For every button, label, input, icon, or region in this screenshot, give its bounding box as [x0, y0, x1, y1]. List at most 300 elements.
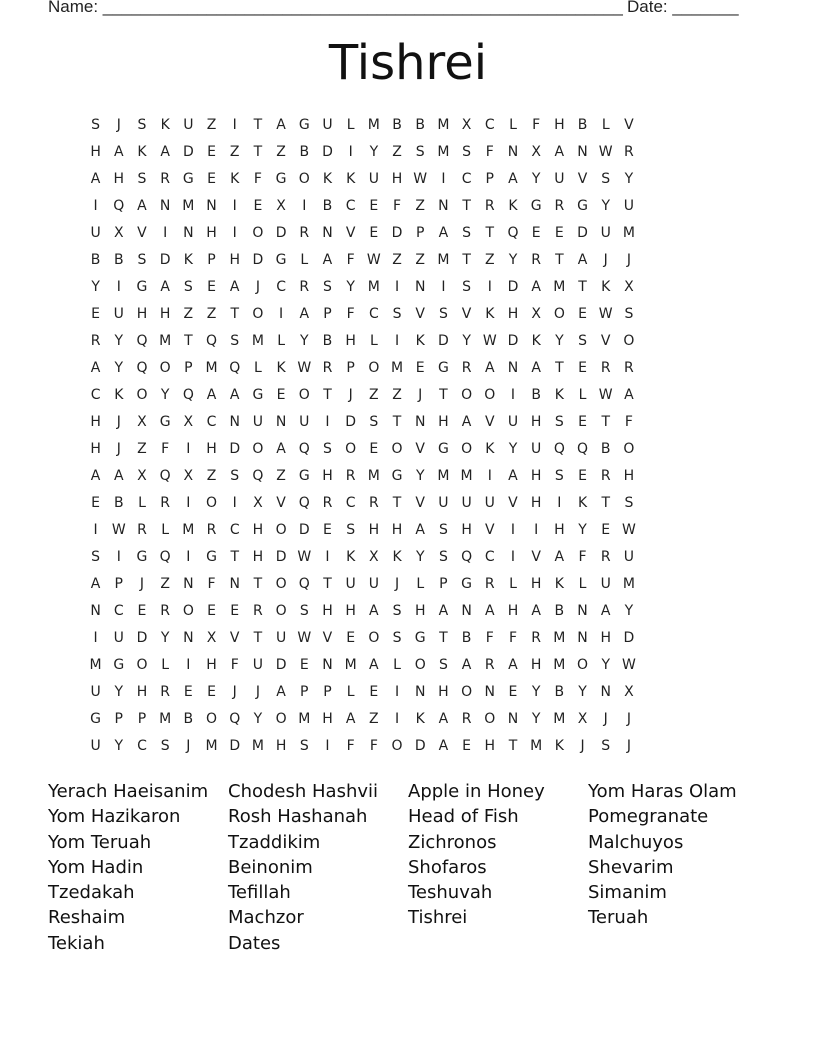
grid-letter: S [323, 279, 332, 295]
word-column [588, 779, 768, 956]
grid-letter: N [90, 603, 101, 619]
grid-letter: S [554, 414, 564, 430]
grid-row [84, 598, 641, 625]
grid-letter: Z [369, 711, 379, 727]
grid-letter: A [369, 603, 379, 619]
grid-letter: T [323, 387, 332, 403]
grid-letter: F [346, 306, 355, 322]
grid-row [84, 139, 641, 166]
grid-letter: F [624, 414, 633, 430]
grid-letter: I [302, 198, 307, 214]
grid-letter: M [89, 657, 102, 673]
grid-letter: B [531, 387, 541, 403]
word-list-item: Tzaddikim [228, 831, 321, 853]
grid-letter: P [114, 576, 123, 592]
grid-letter: O [159, 360, 171, 376]
grid-letter: R [531, 252, 542, 268]
grid-letter: O [623, 441, 635, 457]
word-list-item: Beinonim [228, 856, 313, 878]
grid-letter: P [114, 711, 123, 727]
grid-letter: Y [624, 603, 634, 619]
grid-row [84, 409, 641, 436]
grid-letter: S [160, 738, 170, 754]
grid-letter: H [484, 738, 496, 754]
grid-letter: W [598, 144, 613, 160]
grid-letter: R [484, 198, 495, 214]
grid-letter: P [485, 171, 494, 187]
grid-letter: K [508, 198, 518, 214]
grid-letter: F [532, 117, 541, 133]
grid-row [84, 679, 641, 706]
grid-letter: V [600, 333, 611, 349]
grid-letter: L [509, 117, 517, 133]
grid-letter: C [137, 738, 147, 754]
grid-letter: S [624, 495, 634, 511]
grid-letter: E [578, 468, 587, 484]
grid-letter: I [510, 522, 516, 538]
grid-letter: B [113, 252, 124, 268]
grid-letter: I [557, 495, 562, 511]
grid-letter: E [276, 387, 286, 403]
grid-letter: E [91, 495, 101, 511]
grid-letter: U [322, 117, 333, 133]
grid-letter: U [90, 684, 101, 700]
grid-letter: S [299, 603, 309, 619]
grid-letter: A [113, 468, 124, 484]
grid-letter: M [159, 333, 172, 349]
grid-letter: O [484, 387, 496, 403]
word-list-item: Tekiah [48, 932, 105, 954]
grid-letter: M [553, 657, 566, 673]
grid-letter: I [441, 171, 446, 187]
grid-letter: X [137, 414, 147, 430]
grid-letter: O [484, 711, 496, 727]
grid-letter: R [624, 144, 634, 160]
grid-letter: J [580, 738, 585, 754]
grid-letter: S [346, 522, 356, 538]
grid-letter: U [600, 576, 611, 592]
grid-letter: N [600, 684, 611, 700]
grid-letter: V [415, 306, 425, 322]
grid-letter: N [507, 360, 519, 376]
grid-letter: I [487, 468, 492, 484]
grid-letter: B [554, 603, 565, 619]
grid-letter: G [275, 252, 287, 268]
grid-letter: G [414, 630, 426, 646]
grid-letter: E [253, 198, 263, 214]
grid-letter: H [90, 414, 101, 430]
grid-letter: J [418, 387, 423, 403]
grid-letter: Y [531, 171, 541, 187]
grid-letter: W [598, 387, 613, 403]
grid-letter: H [90, 441, 101, 457]
grid-letter: L [277, 333, 285, 349]
grid-letter: H [252, 549, 264, 565]
grid-letter: I [163, 225, 168, 241]
grid-letter: E [369, 198, 379, 214]
grid-letter: Y [114, 333, 124, 349]
grid-letter: A [461, 414, 472, 430]
grid-letter: X [577, 711, 588, 727]
grid-letter: G [461, 576, 473, 592]
grid-letter: O [182, 603, 194, 619]
grid-letter: Z [137, 441, 147, 457]
grid-letter: A [206, 387, 217, 403]
grid-letter: Z [229, 144, 240, 160]
grid-letter: P [323, 684, 332, 700]
grid-letter: V [508, 495, 518, 511]
word-list-item: Zichronos [408, 831, 497, 853]
grid-letter: J [116, 117, 121, 133]
grid-letter: V [461, 306, 472, 322]
grid-letter: S [230, 468, 240, 484]
grid-letter: O [136, 657, 148, 673]
grid-letter: S [137, 117, 147, 133]
grid-letter: H [391, 171, 403, 187]
word-list-item: Apple in Honey [408, 781, 545, 802]
word-list-item: Teshuvah [408, 882, 493, 904]
grid-row [84, 355, 641, 382]
grid-letter: L [161, 522, 170, 538]
grid-letter: Y [601, 198, 610, 214]
grid-letter: S [392, 603, 402, 619]
grid-letter: L [254, 360, 262, 376]
grid-letter: N [159, 198, 171, 214]
grid-letter: V [484, 414, 495, 430]
grid-letter: N [414, 684, 426, 700]
grid-letter: S [438, 522, 448, 538]
grid-row [84, 490, 641, 517]
grid-letter: D [623, 630, 635, 646]
grid-letter: U [368, 576, 379, 592]
grid-letter: K [554, 387, 564, 403]
grid-letter: X [531, 144, 541, 160]
grid-letter: J [603, 711, 608, 727]
grid-letter: C [484, 549, 495, 565]
grid-letter: R [484, 657, 495, 673]
grid-letter: X [137, 468, 147, 484]
grid-letter: A [624, 387, 634, 403]
grid-letter: B [554, 684, 565, 700]
grid-row [84, 220, 641, 247]
grid-letter: S [601, 171, 611, 187]
grid-letter: R [368, 495, 379, 511]
grid-letter: Y [114, 684, 124, 700]
grid-letter: Y [253, 711, 263, 727]
grid-letter: G [577, 198, 588, 214]
grid-letter: M [437, 144, 450, 160]
grid-letter: R [624, 360, 634, 376]
grid-letter: Q [461, 549, 473, 565]
grid-letter: A [438, 738, 449, 754]
grid-letter: U [90, 225, 101, 241]
grid-row [84, 733, 641, 760]
grid-letter: G [136, 279, 148, 295]
grid-letter: S [392, 630, 402, 646]
grid-letter: S [438, 549, 448, 565]
grid-letter: I [186, 657, 191, 673]
grid-letter: N [183, 630, 194, 646]
grid-letter: W [297, 549, 312, 565]
grid-letter: A [276, 441, 286, 457]
grid-letter: A [90, 360, 101, 376]
grid-letter: V [229, 630, 240, 646]
grid-letter: T [184, 333, 193, 349]
grid-letter: Y [508, 252, 518, 268]
grid-letter: S [299, 738, 309, 754]
grid-letter: E [207, 144, 216, 160]
grid-letter: H [322, 603, 333, 619]
grid-letter: C [461, 171, 472, 187]
grid-letter: K [577, 495, 588, 511]
grid-letter: A [531, 360, 541, 376]
grid-letter: E [531, 225, 541, 241]
grid-letter: Y [462, 333, 471, 349]
grid-letter: W [111, 522, 126, 538]
grid-letter: T [508, 738, 518, 754]
grid-letter: H [507, 603, 519, 619]
grid-letter: H [345, 603, 356, 619]
grid-letter: L [346, 684, 355, 700]
grid-letter: E [462, 738, 472, 754]
grid-letter: O [298, 171, 310, 187]
grid-letter: K [230, 171, 240, 187]
grid-letter: X [624, 684, 634, 700]
grid-letter: A [577, 252, 588, 268]
grid-letter: S [392, 306, 402, 322]
grid-letter: Q [252, 468, 264, 484]
grid-letter: I [487, 279, 492, 295]
grid-letter: K [485, 306, 495, 322]
grid-letter: E [578, 414, 587, 430]
grid-letter: Z [206, 468, 217, 484]
grid-letter: G [252, 387, 264, 403]
grid-letter: T [439, 387, 448, 403]
grid-letter: W [297, 360, 312, 376]
letter-grid [84, 112, 641, 760]
grid-letter: M [622, 576, 635, 592]
grid-letter: M [390, 360, 404, 376]
grid-letter: S [91, 549, 101, 565]
grid-letter: J [232, 684, 237, 700]
grid-letter: D [275, 657, 287, 673]
grid-letter: R [554, 198, 565, 214]
grid-letter: J [348, 387, 353, 403]
word-list-item: Tzedakah [48, 882, 135, 904]
grid-letter: U [183, 117, 194, 133]
grid-letter: N [577, 144, 588, 160]
grid-letter: D [507, 333, 519, 349]
grid-row [84, 328, 641, 355]
grid-letter: M [530, 738, 543, 754]
grid-letter: E [230, 603, 240, 619]
grid-letter: G [90, 711, 102, 727]
grid-letter: U [113, 306, 124, 322]
grid-letter: K [160, 117, 170, 133]
grid-letter: T [601, 414, 610, 430]
grid-letter: E [323, 522, 332, 538]
grid-letter: A [229, 387, 240, 403]
grid-letter: Y [300, 333, 309, 349]
grid-letter: Y [346, 279, 355, 295]
grid-letter: R [299, 225, 310, 241]
grid-letter: V [531, 549, 541, 565]
grid-letter: R [461, 360, 472, 376]
grid-letter: R [461, 711, 472, 727]
grid-letter: N [229, 414, 240, 430]
grid-letter: R [531, 630, 542, 646]
grid-letter: Y [624, 171, 634, 187]
grid-letter: L [138, 495, 146, 511]
grid-letter: W [598, 306, 613, 322]
word-list-item: Rosh Hashanah [228, 806, 368, 828]
grid-row [84, 166, 641, 193]
grid-letter: R [253, 603, 263, 619]
grid-letter: M [622, 225, 635, 241]
grid-letter: A [484, 603, 495, 619]
grid-letter: R [137, 522, 147, 538]
grid-letter: K [415, 711, 425, 727]
grid-letter: G [182, 171, 194, 187]
grid-letter: E [183, 684, 193, 700]
grid-letter: L [601, 117, 610, 133]
grid-letter: P [439, 576, 448, 592]
grid-letter: L [416, 576, 425, 592]
grid-letter: F [485, 630, 494, 646]
grid-letter: I [348, 144, 353, 160]
grid-letter: O [623, 333, 635, 349]
grid-letter: L [300, 252, 309, 268]
grid-letter: A [137, 198, 147, 214]
grid-letter: M [367, 117, 380, 133]
grid-letter: H [113, 171, 125, 187]
grid-letter: E [578, 306, 587, 322]
grid-letter: X [461, 117, 472, 133]
grid-letter: T [253, 576, 263, 592]
grid-letter: P [346, 360, 355, 376]
grid-letter: V [322, 630, 333, 646]
grid-letter: J [186, 738, 191, 754]
grid-letter: D [275, 225, 287, 241]
grid-letter: N [484, 684, 496, 700]
grid-letter: Q [229, 360, 241, 376]
grid-letter: Z [206, 117, 217, 133]
grid-letter: J [116, 441, 121, 457]
grid-letter: I [93, 522, 98, 538]
grid-letter: F [346, 252, 355, 268]
grid-letter: K [346, 171, 356, 187]
grid-letter: O [252, 225, 264, 241]
grid-letter: G [437, 441, 449, 457]
grid-letter: K [601, 279, 611, 295]
grid-letter: A [531, 279, 541, 295]
grid-letter: T [601, 495, 610, 511]
grid-letter: K [554, 738, 564, 754]
grid-letter: N [577, 630, 588, 646]
grid-row [84, 382, 641, 409]
grid-row [84, 274, 641, 301]
grid-letter: G [391, 468, 403, 484]
grid-letter: E [554, 225, 564, 241]
grid-letter: E [207, 279, 216, 295]
grid-letter: F [253, 171, 262, 187]
grid-letter: G [136, 549, 148, 565]
grid-letter: I [186, 495, 191, 511]
grid-letter: G [275, 171, 287, 187]
grid-letter: T [485, 225, 495, 241]
grid-letter: W [366, 252, 381, 268]
grid-letter: M [205, 360, 218, 376]
grid-letter: E [369, 225, 379, 241]
grid-letter: E [91, 306, 101, 322]
grid-row [84, 571, 641, 598]
grid-letter: J [394, 576, 400, 592]
grid-letter: N [183, 576, 194, 592]
grid-letter: Y [578, 522, 587, 538]
grid-letter: P [184, 360, 193, 376]
grid-letter: I [394, 684, 400, 700]
grid-letter: A [508, 468, 518, 484]
grid-letter: H [159, 306, 171, 322]
grid-letter: K [531, 333, 541, 349]
grid-letter: L [161, 657, 170, 673]
grid-letter: Y [91, 279, 100, 295]
grid-letter: A [508, 171, 518, 187]
grid-letter: N [461, 603, 472, 619]
grid-letter: I [93, 630, 98, 646]
grid-letter: Z [276, 468, 286, 484]
grid-letter: L [369, 333, 378, 349]
grid-letter: Q [206, 333, 218, 349]
grid-letter: Q [136, 360, 148, 376]
grid-letter: S [137, 171, 147, 187]
grid-letter: A [160, 144, 170, 160]
grid-letter: O [391, 738, 403, 754]
grid-letter: J [626, 252, 631, 268]
grid-letter: O [345, 441, 357, 457]
grid-letter: R [299, 279, 310, 295]
grid-letter: Z [415, 198, 426, 214]
grid-letter: C [90, 387, 101, 403]
grid-letter: F [578, 549, 587, 565]
grid-letter: Z [392, 387, 402, 403]
grid-letter: L [393, 657, 401, 673]
grid-letter: H [530, 468, 542, 484]
grid-letter: G [530, 198, 542, 214]
grid-letter: H [530, 495, 542, 511]
grid-letter: S [323, 441, 332, 457]
grid-letter: H [554, 522, 565, 538]
grid-letter: B [113, 495, 124, 511]
grid-letter: Y [114, 738, 124, 754]
word-list-item: Dates [228, 932, 281, 954]
grid-letter: Y [160, 630, 170, 646]
grid-letter: B [461, 630, 472, 646]
grid-letter: M [437, 252, 450, 268]
grid-letter: Y [114, 360, 124, 376]
grid-letter: Y [160, 387, 170, 403]
grid-letter: A [229, 279, 240, 295]
grid-letter: T [253, 117, 263, 133]
grid-letter: X [183, 468, 194, 484]
grid-letter: T [253, 144, 263, 160]
grid-letter: X [113, 225, 124, 241]
grid-letter: G [159, 414, 171, 430]
word-list-item: Reshaim [48, 907, 126, 929]
word-list-item: Yom Hadin [48, 856, 144, 878]
grid-letter: K [485, 441, 495, 457]
date-field-label: Date: _______ [627, 0, 739, 16]
